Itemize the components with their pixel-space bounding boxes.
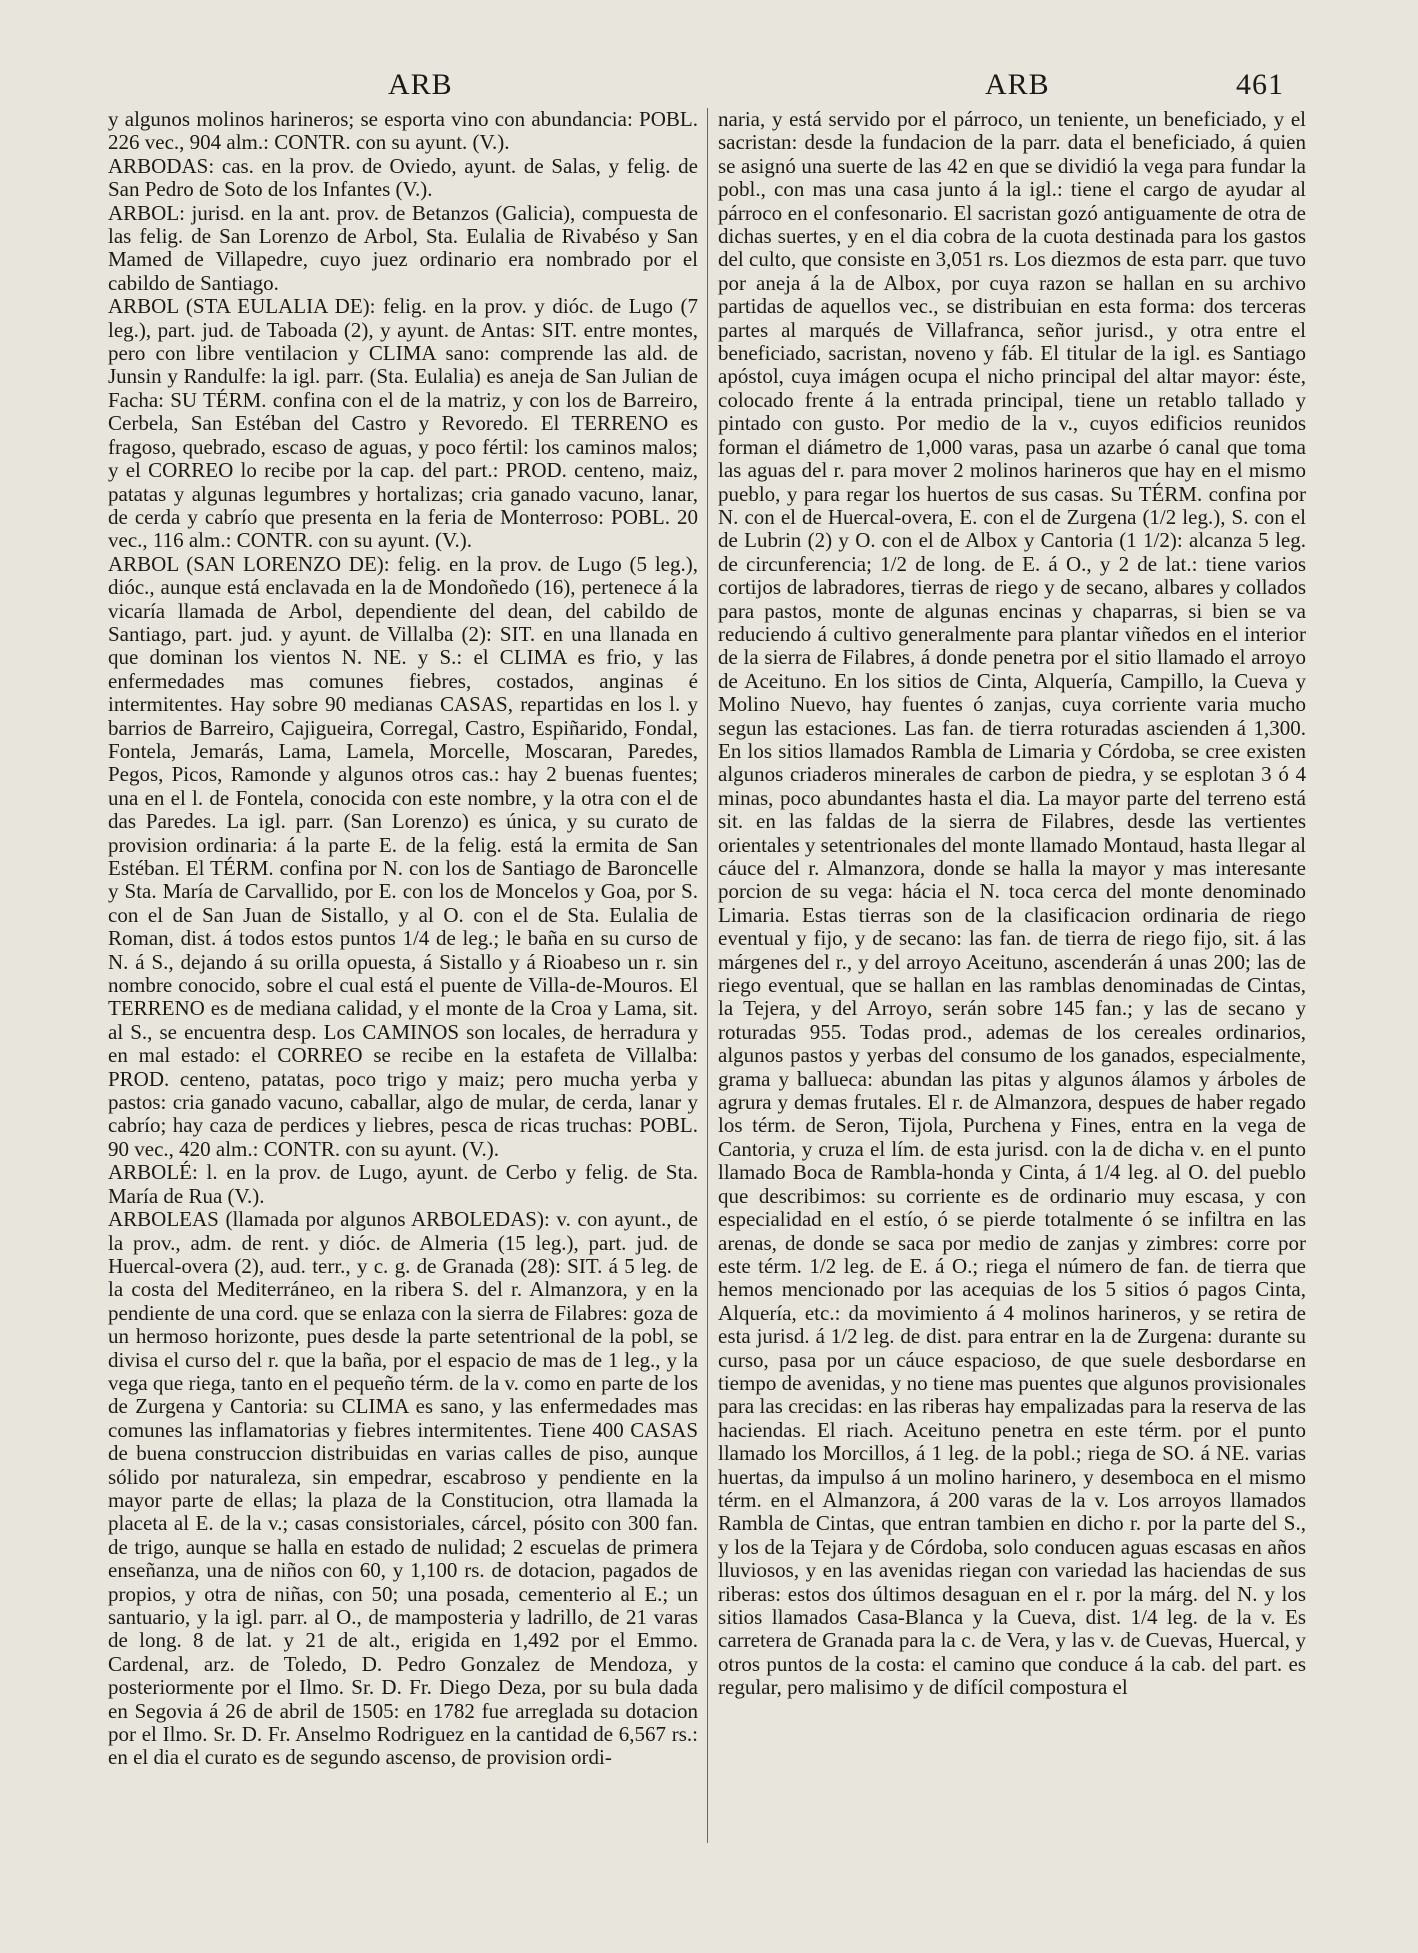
left-column	[108, 108, 698, 1938]
entry-paragraph: naria, y está servido por el párroco, un teniente, un beneficiado, y el sacristan: desde la fundacion de la parr. data el beneficiado, á quien se asignó una suerte de las 42 en que se dividió la vega para fundar la pobl., con mas una casa junto á la igl.: tiene el cargo de ayudar al párroco en el confesonario. El sacristan gozó antiguamente de otra de dichas suertes, y en el dia cobra de la cuota destinada para los gastos del culto, que consiste en 3,051 rs. Los diezmos de esta parr. que tuvo por aneja á la de Albox, por cuya razon se hallan en su archivo partidas de aquellos vec., se distribuian en esta forma: dos terceras partes al marqués de Villafranca, señor jurisd., y otra entre el beneficiado, sacristan, noveno y fáb. El titular de la igl. es Santiago apóstol, cuya imágen ocupa el nicho principal del altar mayor: éste, colocado frente á la entrada principal, tiene un retablo tallado y pintado con gusto. Por medio de la v., cuyos edificios reunidos forman el diámetro de 1,000 varas, pasa un azarbe ó canal que toma las aguas del r. para mover 2 molinos harineros que hay en el mismo pueblo, y para regar los huertos de sus casas. Su TÉRM. confina por N. con el de Huercal-overa, E. con el de Zurgena (1/2 leg.), S. con el de Lubrin (2) y O. con el de Albox y Cantoria (1 1/2): alcanza 5 leg. de circunferencia; 1/2 de long. de E. á O., y 2 de lat.: tiene varios cortijos de labradores, tierras de riego y de secano, albares y collados para pastos, monte de algunas encinas y chaparras, si bien se va reduciendo á cultivo generalmente para plantar viñedos en el interior de la sierra de Filabres, á donde penetra por el sitio llamado el arroyo de Aceituno. En los sitios de Cinta, Alquería, Campillo, la Cueva y Molino Nuevo, hay fuentes ó zanjas, cuya corriente varia mucho segun las estaciones. Las fan. de tierra roturadas ascienden á 1,300. En los sitios llamados Rambla de Limaria y Córdoba, se cree existen algunos criaderos minerales de carbon de piedra, y se esplotan 3 ó 4 minas, poco abundantes hasta el dia. La mayor parte del terreno está sit. en las faldas de la sierra de Filabres, desde las vertientes orientales y setentrionales del monte llamado Montaud, hasta llegar al cáuce del r. Almanzora, donde se halla la mayor y mas interesante porcion de su vega: hácia el N. toca cerca del monte denominado Limaria. Estas tierras son de la clasificacion ordinaria de riego eventual y fijo, y de secano: las fan. de tierra de riego fijo, sit. á las márgenes del r., y del arroyo Aceituno, ascenderán á unas 200; las de riego eventual, que se hallan en las ramblas denominadas de Cintas, la Tejera, y del Arroyo, serán sobre 145 fan.; y las de secano y roturadas 955. Todas prod., ademas de los cereales ordinarios, algunos pastos y yerbas del consumo de los ganados, especialmente, grama y ballueca: abundan las pitas y algunos álamos y árboles de agrura y demas frutales. El r. de Almanzora, despues de haber regado los térm. de Seron, Tijola, Purchena y Fines, entra en la vega de Cantoria, y cruza el lím. de esta jurisd. con la de dicha v. en el punto llamado Boca de Rambla-honda y Cinta, á 1/4 leg. al O. del pueblo que describimos: su corriente es de ordinario muy escasa, y con especialidad en el estío, ó se pierde totalmente ó se infiltra en las arenas, de donde se saca por medio de zanjas y zimbres: corre por este térm. 1/2 leg. de E. á O.; riega el número de fan. de tierra que hemos mencionado por las acequias de los 5 sitios ó pagos Cinta, Alquería, etc.: da movimiento á 4 molinos harineros, y se retira de esta jurisd. á 1/2 leg. de dist. para entrar en la de Zurgena: durante su curso, pasa por un cáuce espacioso, de que suele desbordarse en tiempo de avenidas, y no tiene mas puentes que algunos provisionales para las crecidas: en las riberas hay empalizadas para la reserva de las haciendas. El riach. Aceituno penetra en este térm. por el punto llamado los Morcillos, á 1 leg. de la pobl.; riega de SO. á NE. varias huertas, da impulso á un molino harinero, y desemboca en el mismo térm. en el Almanzora, á 200 varas de la v. Los arroyos llamados Rambla de Cintas, que entran tambien en dicho r. por la parte del S., y los de la Tejara y de Córdoba, solo conducen aguas escasas en años lluviosos, y en las avenidas riegan con variedad las haciendas de sus riberas: estos dos últimos desaguan en el r. por la márg. del N. y los sitios llamados Casa-Blanca y la Cueva, dist. 1/4 leg. de la v. Es carretera de Granada para la c. de Vera, y las v. de Cuevas, Huercal, y otros puntos de la costa: el camino que conduce á la cab. del part. es regular, pero malisimo y de difícil compostura el	[718, 108, 1306, 1700]
entry-paragraph: ARBOLÉ: l. en la prov. de Lugo, ayunt. de Cerbo y felig. de Sta. María de Rua (V.).	[108, 1160, 698, 1208]
entry-paragraph: ARBOL (SAN LORENZO DE): felig. en la prov. de Lugo (5 leg.), dióc., aunque está enclavada en la de Mondoñedo (16), pertenece á la vicaría llamada de Arbol, dependiente del dean, del cabildo de Santiago, part. jud. y ayunt. de Villalba (2): SIT. en una llanada en que dominan los vientos N. NE. y S.: el CLIMA es frio, y las enfermedades mas comunes fiebres, costados, anginas é intermitentes. Hay sobre 90 medianas CASAS, repartidas en los l. y barrios de Barreiro, Cajigueira, Corregal, Castro, Espiñarido, Fondal, Fontela, Jemarás, Lama, Lamela, Morcelle, Moscaran, Paredes, Pegos, Picos, Ramonde y algunos otros cas.: hay 2 buenas fuentes; una en el l. de Fontela, conocida con este nombre, y la otra con el de das Paredes. La igl. parr. (San Lorenzo) es única, y su curato de provision ordinaria: á la parte E. de la felig. está la ermita de San Estéban. El TÉRM. confina por N. con los de Santiago de Baroncelle y Sta. María de Carvallido, por E. con los de Moncelos y Goa, por S. con el de San Juan de Sistallo, y al O. con el de Sta. Eulalia de Roman, dist. á todos estos puntos 1/4 de leg.; le baña en su curso de N. á S., dejando á su orilla opuesta, á Sistallo y á Rioabeso un r. sin nombre conocido, sobre el cual está el puente de Villa-de-Mouros. El TERRENO es de mediana calidad, y el monte de la Croa y Lama, sit. al S., se encuentra desp. Los CAMINOS son locales, de herradura y en mal estado: el CORREO se recibe en la estafeta de Villalba: PROD. centeno, patatas, poco trigo y maiz; pero mucha yerba y pastos: cria ganado vacuno, caballar, algo de mular, de cerda, lanar y cabrío; hay caza de perdices y liebres, pesca de ricas truchas: POBL. 90 vec., 420 alm.: CONTR. con su ayunt. (V.).	[108, 551, 698, 1161]
running-head-right: ARB	[985, 68, 1050, 101]
entry-paragraph: ARBOL: jurisd. en la ant. prov. de Betanzos (Galicia), compuesta de las felig. de San Lorenzo de Arbol, Sta. Eulalia de Rivabéso y San Mamed de Villapedre, cuyo juez ordinario era nombrado por el cabildo de Santiago.	[108, 200, 698, 295]
page-number: 461	[1236, 68, 1284, 101]
entry-paragraph: ARBOL (STA EULALIA DE): felig. en la prov. y dióc. de Lugo (7 leg.), part. jud. de Taboada (2), y ayunt. de Antas: SIT. entre montes, pero con libre ventilacion y CLIMA sano: comprende las ald. de Junsin y Randulfe: la igl. parr. (Sta. Eulalia) es aneja de San Julian de Facha: SU TÉRM. confina con el de la matriz, y con los de Barreiro, Cerbela, San Estéban del Castro y Revoredo. El TERRENO es fragoso, quebrado, escaso de aguas, y poco fértil: los caminos malos; y el CORREO lo recibe por la cap. del part.: PROD. centeno, maiz, patatas y algunas legumbres y hortalizas; cria ganado vacuno, lanar, de cerda y cabrío que presenta en la feria de Monterroso: POBL. 20 vec., 116 alm.: CONTR. con su ayunt. (V.).	[108, 294, 698, 553]
column-divider	[707, 108, 708, 1843]
right-column	[718, 108, 1306, 1938]
entry-paragraph: y algunos molinos harineros; se esporta vino con abundancia: POBL. 226 vec., 904 alm.: CONTR. con su ayunt. (V.).	[108, 108, 698, 155]
entry-paragraph: ARBOLEAS (llamada por algunos ARBOLEDAS): v. con ayunt., de la prov., adm. de rent. y dióc. de Almeria (15 leg.), part. jud. de Huercal-overa (2), aud. terr., y c. g. de Granada (28): SIT. á 5 leg. de la costa del Mediterráneo, en la ribera S. del r. Almanzora, y en la pendiente de una cord. que se enlaza con la sierra de Filabres: goza de un hermoso horizonte, pues desde la parte setentrional de la pobl, se divisa el curso del r. que la baña, por el espacio de mas de 1 leg., y la vega que riega, tanto en el pequeño térm. de la v. como en parte de los de Zurgena y Cantoria: su CLIMA es sano, y las enfermedades mas comunes las inflamatorias y fiebres intermitentes. Tiene 400 CASAS de buena construccion distribuidas en varias calles de piso, aunque sólido por naturaleza, sin empedrar, escabroso y pendiente en la mayor parte de ellas; la plaza de la Constitucion, otra llamada la placeta al E. de la v.; casas consistoriales, cárcel, pósito con 300 fan. de trigo, aunque se halla en estado de nulidad; 2 escuelas de primera enseñanza, una de niños con 60, y 1,100 rs. de dotacion, pagados de propios, y otra de niñas, con 50; una posada, cementerio al E.; un santuario, y la igl. parr. al O., de mamposteria y ladrillo, de 21 varas de long. 8 de lat. y 21 de alt., erigida en 1,492 por el Emmo. Cardenal, arz. de Toledo, D. Pedro Gonzalez de Mendoza, y posteriormente por el Ilmo. Sr. D. Fr. Diego Deza, por su bula dada en Segovia á 26 de abril de 1505: en 1782 fue arreglada su dotacion por el Ilmo. Sr. D. Fr. Anselmo Rodriguez en la cantidad de 6,567 rs.: en el dia el curato es de segundo ascenso, de provision ordi-	[108, 1207, 698, 1770]
entry-paragraph: ARBODAS: cas. en la prov. de Oviedo, ayunt. de Salas, y felig. de San Pedro de Soto de los Infantes (V.).	[108, 153, 698, 202]
running-head-left: ARB	[388, 68, 453, 101]
